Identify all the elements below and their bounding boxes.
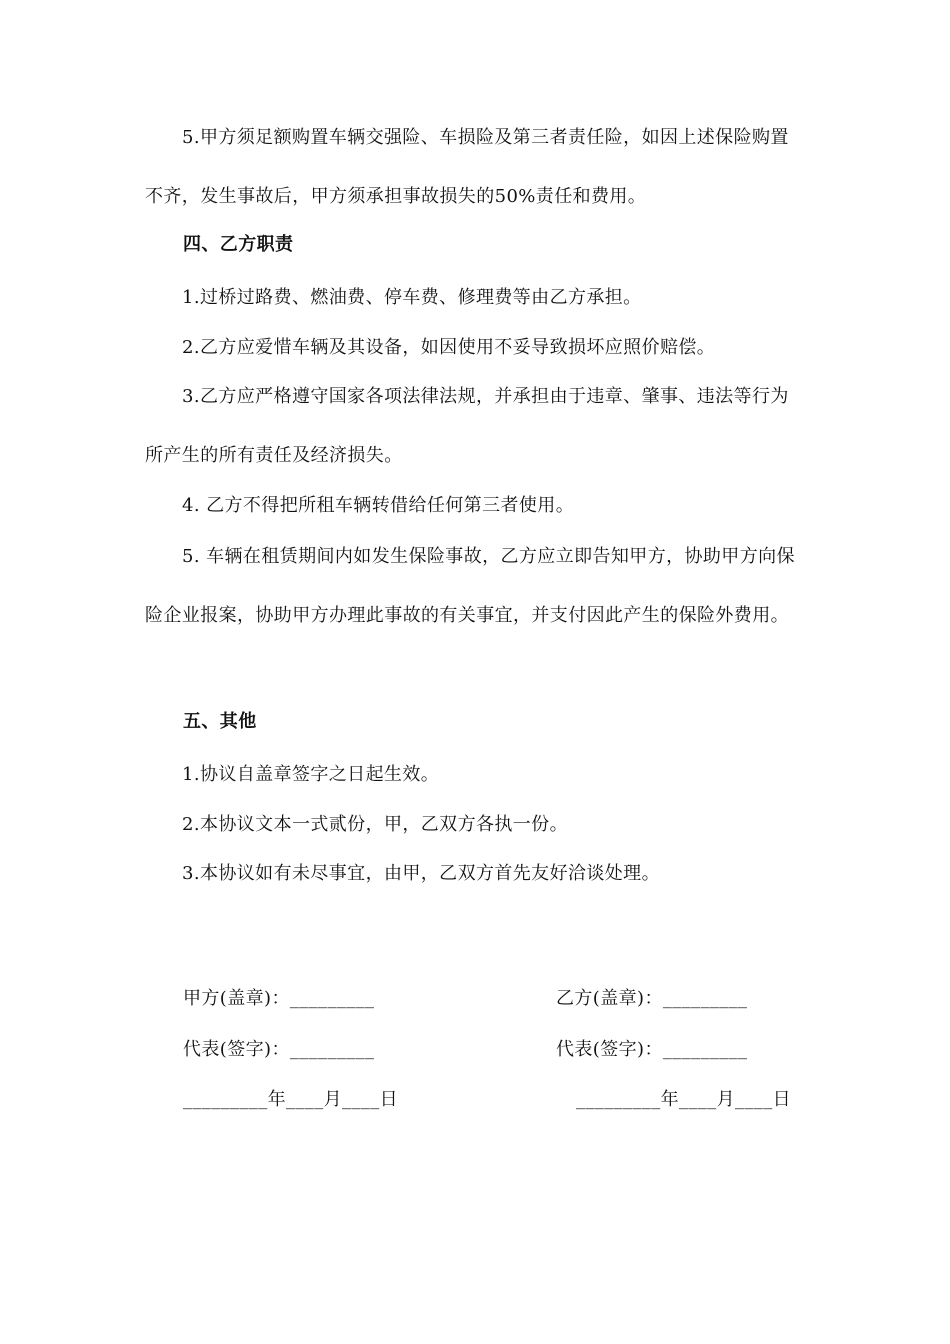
party-b-signature-line: 代表(签字)：_________ bbox=[556, 1039, 748, 1060]
party-a-date-line: _________年____月____日 bbox=[183, 1089, 398, 1110]
section-4-heading: 四、乙方职责 bbox=[183, 234, 294, 255]
party-b-date-line: _________年____月____日 bbox=[576, 1089, 791, 1110]
clause-4-2: 2.乙方应爱惜车辆及其设备，如因使用不妥导致损坏应照价赔偿。 bbox=[182, 337, 716, 358]
clause-5-1: 1.协议自盖章签字之日起生效。 bbox=[182, 764, 440, 785]
clause-4-1: 1.过桥过路费、燃油费、停车费、修理费等由乙方承担。 bbox=[182, 287, 642, 308]
clause-4-3: 3.乙方应严格遵守国家各项法律法规，并承担由于违章、肇事、违法等行为所产生的所有责任及经济损失。 bbox=[145, 386, 789, 466]
clause-5-2: 2.本协议文本一式贰份，甲，乙双方各执一份。 bbox=[182, 814, 568, 835]
clause-4-5: 5. 车辆在租赁期间内如发生保险事故，乙方应立即告知甲方，协助甲方向保险企业报案，协助甲方办理此事故的有关事宜，并支付因此产生的保险外费用。 bbox=[145, 546, 795, 626]
party-a-seal-line: 甲方(盖章)：_________ bbox=[183, 988, 375, 1009]
clause-3-5: 5.甲方须足额购置车辆交强险、车损险及第三者责任险，如因上述保险购置不齐，发生事故后，甲方须承担事故损失的50%责任和费用。 bbox=[145, 127, 789, 207]
party-b-seal-line: 乙方(盖章)：_________ bbox=[556, 988, 748, 1009]
section-5-heading: 五、其他 bbox=[183, 711, 257, 732]
party-a-signature-line: 代表(签字)：_________ bbox=[183, 1039, 375, 1060]
clause-4-4: 4. 乙方不得把所租车辆转借给任何第三者使用。 bbox=[182, 495, 575, 516]
clause-5-3: 3.本协议如有未尽事宜，由甲，乙双方首先友好洽谈处理。 bbox=[182, 863, 660, 884]
